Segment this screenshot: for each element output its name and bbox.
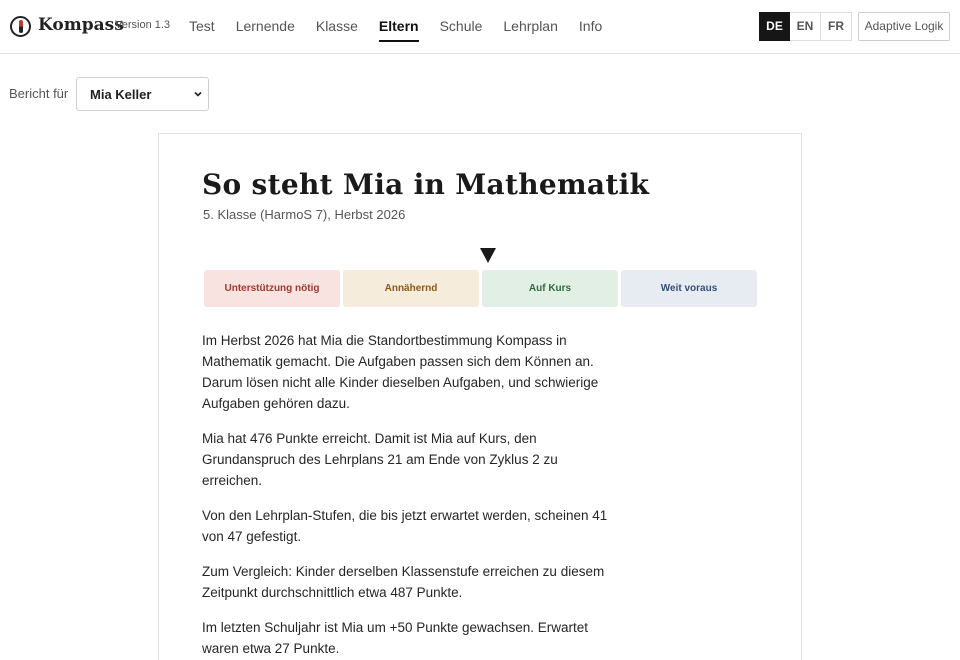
triangle-down-icon bbox=[479, 247, 497, 264]
nav-item-eltern[interactable]: Eltern bbox=[379, 0, 419, 54]
report-paragraph: Zum Vergleich: Kinder derselben Klassenstufe erreichen zu diesem Zeitpunkt durchschnittlich etwa 487 Punkte. bbox=[202, 564, 605, 600]
language-button-de[interactable]: DE bbox=[759, 12, 790, 41]
student-select-value: Mia Keller bbox=[90, 87, 152, 102]
nav-item-lernende[interactable]: Lernende bbox=[235, 18, 295, 34]
report-body bbox=[202, 330, 614, 660]
level-on-track: Auf Kurs bbox=[482, 270, 618, 307]
nav-item-klasse[interactable]: Klasse bbox=[315, 18, 358, 34]
compass-logo-icon bbox=[10, 16, 31, 37]
level-approaching: Annähernd bbox=[343, 270, 479, 307]
brand-name: Kompass bbox=[38, 15, 124, 35]
level-support-needed: Unterstützung nötig bbox=[204, 270, 340, 307]
adaptive-logic-button[interactable]: Adaptive Logik bbox=[858, 12, 950, 41]
report-paragraph: Von den Lehrplan-Stufen, die bis jetzt erwartet werden, scheinen 41 von 47 gefestigt. bbox=[202, 508, 608, 544]
chevron-down-icon bbox=[193, 89, 203, 99]
report-for-label: Bericht für bbox=[9, 86, 69, 101]
nav-item-test[interactable]: Test bbox=[189, 18, 215, 34]
version-label: Version 1.3 bbox=[115, 19, 171, 31]
report-paragraph: Im Herbst 2026 hat Mia die Standortbestimmung Kompass in Mathematik gemacht. Die Aufgaben passen sich dem Können an. Darum lösen nicht alle Kinder dieselben Aufgaben, und schwierige Aufgaben gehören dazu. bbox=[202, 333, 599, 411]
student-select[interactable] bbox=[76, 77, 209, 111]
report-title: So steht Mia in Mathematik bbox=[202, 168, 650, 201]
level-scale bbox=[204, 270, 757, 307]
report-card bbox=[158, 133, 802, 660]
language-button-fr[interactable]: FR bbox=[821, 12, 852, 41]
language-switcher bbox=[759, 12, 852, 41]
main-nav bbox=[189, 0, 623, 54]
top-bar bbox=[0, 0, 960, 54]
nav-item-schule[interactable]: Schule bbox=[439, 18, 483, 34]
level-far-ahead: Weit voraus bbox=[621, 270, 757, 307]
report-paragraph: Mia hat 476 Punkte erreicht. Damit ist Mia auf Kurs, den Grundanspruch des Lehrplans 21 am Ende von Zyklus 2 zu erreichen. bbox=[202, 431, 558, 488]
nav-item-lehrplan[interactable]: Lehrplan bbox=[503, 18, 558, 34]
report-paragraph: Im letzten Schuljahr ist Mia um +50 Punkte gewachsen. Erwartet waren etwa 27 Punkte. bbox=[202, 620, 589, 656]
language-button-en[interactable]: EN bbox=[790, 12, 821, 41]
report-subtitle: 5. Klasse (HarmoS 7), Herbst 2026 bbox=[203, 207, 406, 222]
nav-item-info[interactable]: Info bbox=[578, 18, 603, 34]
